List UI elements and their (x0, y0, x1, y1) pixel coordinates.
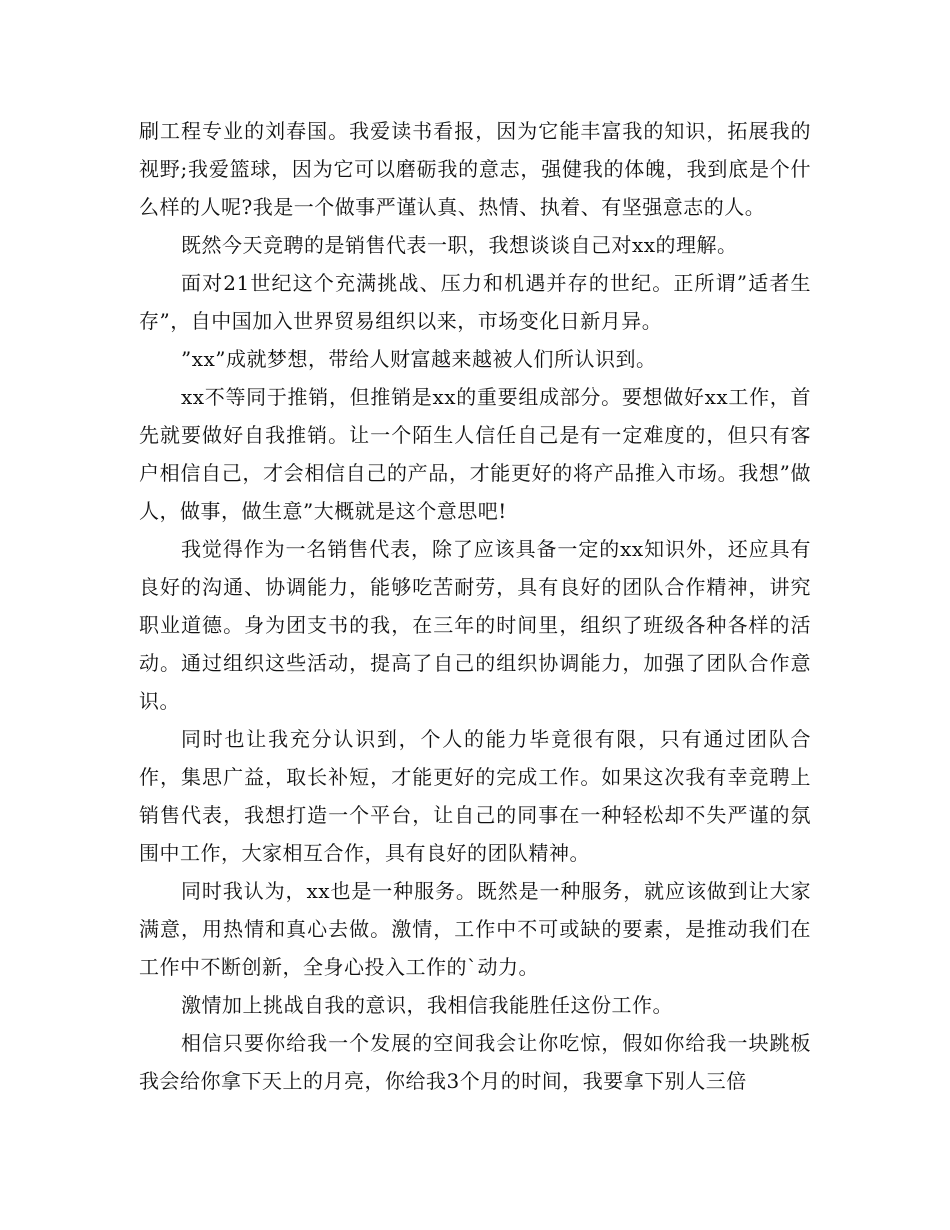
paragraph-intro-continued: 刷工程专业的刘春国。我爱读书看报，因为它能丰富我的知识，拓展我的视野;我爱篮球，因为它可以磨砺我的意志，强健我的体魄，我到底是个什么样的人呢?我是一个做事严谨认真、热情、执着、有坚强意志的人。 (139, 119, 811, 219)
paragraph-promise: 相信只要你给我一个发展的空间我会让你吃惊，假如你给我一块跳板我会给你拿下天上的月亮，你给我3个月的时间，我要拿下别人三倍 (139, 1031, 811, 1093)
paragraph-position-understanding: 既然今天竞聘的是销售代表一职，我想谈谈自己对xx的理解。 (181, 233, 738, 257)
paragraph-sales-qualities: 我觉得作为一名销售代表，除了应该具备一定的xx知识外，还应具有良好的沟通、协调能力，能够吃苦耐劳，具有良好的团队合作精神，讲究职业道德。身为团支书的我，在三年的时间里，组织了班级各种各样的活动。通过组织这些活动，提高了自己的组织协调能力，加强了团队合作意识。 (139, 537, 811, 713)
paragraph-21st-century: 面对21世纪这个充满挑战、压力和机遇并存的世纪。正所谓”适者生存”，自中国加入世界贸易组织以来，市场变化日新月异。 (139, 271, 811, 333)
paragraph-self-promotion: xx不等同于推销，但推销是xx的重要组成部分。要想做好xx工作，首先就要做好自我推销。让一个陌生人信任自己是有一定难度的，但只有客户相信自己，才会相信自己的产品，才能更好的将产品推入市场。我想”做人，做事，做生意”大概就是这个意思吧! (139, 385, 811, 523)
paragraph-service: 同时我认为，xx也是一种服务。既然是一种服务，就应该做到让大家满意，用热情和真心去做。激情，工作中不可或缺的要素，是推动我们在工作中不断创新，全身心投入工作的`动力。 (139, 879, 811, 979)
paragraph-passion: 激情加上挑战自我的意识，我相信我能胜任这份工作。 (181, 993, 673, 1017)
document-body (139, 112, 811, 1100)
paragraph-teamwork: 同时也让我充分认识到，个人的能力毕竟很有限，只有通过团队合作，集思广益，取长补短，才能更好的完成工作。如果这次我有幸竞聘上销售代表，我想打造一个平台，让自己的同事在一种轻松却不失严谨的氛围中工作，大家相互合作，具有良好的团队精神。 (139, 727, 811, 865)
paragraph-xx-dream: ”xx”成就梦想，带给人财富越来越被人们所认识到。 (181, 347, 657, 371)
